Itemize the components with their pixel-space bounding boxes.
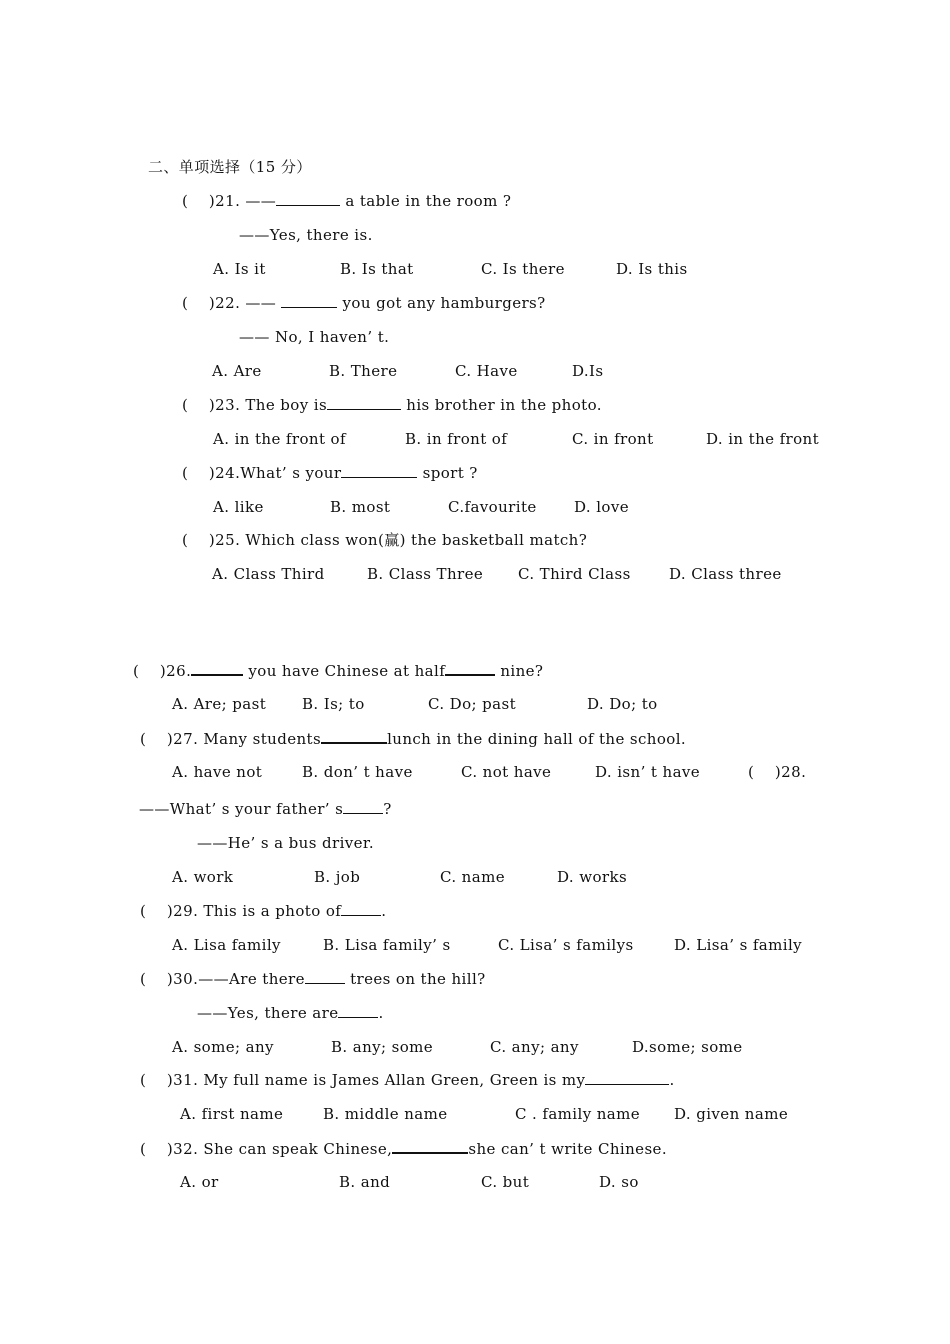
- question-29-lead: ( )29. This is a photo of: [140, 902, 342, 920]
- option-d: D.some; some: [632, 1038, 743, 1056]
- question-26-text-end: nine?: [495, 662, 544, 680]
- question-28: [139, 799, 392, 819]
- option-c: C . family name: [515, 1105, 641, 1123]
- option-c: C.favourite: [448, 498, 537, 516]
- question-26-lead: ( )26.: [133, 662, 192, 680]
- question-21-text: a table in the room ?: [340, 192, 512, 210]
- question-21-answer: ——Yes, there is.: [239, 226, 373, 244]
- option-c: C. Is there: [481, 260, 565, 278]
- question-28-lead: ——What’ s your father’ s: [139, 800, 344, 818]
- answer-blank: [276, 191, 340, 206]
- option-b: B. and: [339, 1173, 391, 1191]
- question-29-text: .: [381, 902, 387, 920]
- option-c: C. in front: [572, 430, 654, 448]
- question-27-text: lunch in the dining hall of the school.: [387, 730, 687, 748]
- option-a: A. Are; past: [172, 695, 267, 713]
- question-32-lead: ( )32. She can speak Chinese,: [140, 1140, 393, 1158]
- answer-blank: [321, 728, 387, 744]
- question-26: [133, 660, 543, 681]
- question-30-lead: ( )30.——Are there: [140, 970, 305, 988]
- option-d: D. Is this: [616, 260, 688, 278]
- option-b: B. Is that: [340, 260, 414, 278]
- answer-blank: [341, 901, 381, 916]
- option-a: A. some; any: [172, 1038, 274, 1056]
- option-d: D. love: [574, 498, 630, 516]
- question-24-text: sport ?: [417, 464, 478, 482]
- option-a: A. work: [172, 868, 234, 886]
- question-30-text: trees on the hill?: [344, 970, 486, 988]
- question-31-lead: ( )31. My full name is James Allan Green, Green is my: [140, 1071, 586, 1089]
- answer-blank: [341, 463, 417, 478]
- option-d: D. given name: [674, 1105, 789, 1123]
- answer-blank: [392, 1138, 468, 1154]
- option-a: A. first name: [180, 1105, 284, 1123]
- question-27-lead: ( )27. Many students: [140, 730, 322, 748]
- option-d: D. Lisa’ s family: [674, 936, 803, 954]
- option-b: B. job: [314, 868, 361, 886]
- answer-blank: [305, 969, 345, 984]
- answer-blank: [281, 293, 337, 308]
- question-21-lead: ( )21. ——: [182, 192, 277, 210]
- question-24: [182, 463, 478, 483]
- option-a: A. in the front of: [213, 430, 346, 448]
- option-c: C. but: [481, 1173, 530, 1191]
- question-22-answer: —— No, I haven’ t.: [239, 328, 390, 346]
- option-c: C. Lisa’ s familys: [498, 936, 634, 954]
- question-22: [182, 293, 546, 313]
- question-21: [182, 191, 511, 211]
- option-d: D.Is: [572, 362, 604, 380]
- question-24-lead: ( )24.What’ s your: [182, 464, 342, 482]
- option-a: A. Is it: [213, 260, 266, 278]
- answer-blank: [585, 1070, 669, 1085]
- question-22-lead: ( )22. ——: [182, 294, 282, 312]
- option-c: C. any; any: [490, 1038, 579, 1056]
- question-31: [140, 1070, 675, 1090]
- option-b: B. Is; to: [302, 695, 365, 713]
- question-29: [140, 901, 386, 921]
- question-30: [140, 969, 486, 989]
- option-a: A. have not: [172, 763, 263, 781]
- option-d: D. Class three: [669, 565, 782, 583]
- option-c: C. Third Class: [518, 565, 631, 583]
- option-c: C. Do; past: [428, 695, 517, 713]
- option-a: A. Are: [212, 362, 262, 380]
- option-b: B. any; some: [331, 1038, 434, 1056]
- question-28-text: ?: [383, 800, 392, 818]
- question-28-answer: ——He’ s a bus driver.: [197, 834, 375, 852]
- question-31-text: .: [669, 1071, 675, 1089]
- question-23-text: his brother in the photo.: [401, 396, 602, 414]
- option-a: A. like: [213, 498, 264, 516]
- question-28-number: ( )28.: [748, 763, 807, 781]
- option-d: D. Do; to: [587, 695, 658, 713]
- option-b: B. in front of: [405, 430, 508, 448]
- question-27: [140, 728, 686, 749]
- option-c: C. name: [440, 868, 505, 886]
- answer-blank: [343, 799, 383, 814]
- option-b: B. Lisa family’ s: [323, 936, 451, 954]
- option-c: C. Have: [455, 362, 518, 380]
- option-d: D. works: [557, 868, 628, 886]
- option-b: B. middle name: [323, 1105, 448, 1123]
- question-32: [140, 1138, 667, 1159]
- option-d: D. in the front: [706, 430, 820, 448]
- option-b: B. most: [330, 498, 391, 516]
- question-22-text: you got any hamburgers?: [337, 294, 546, 312]
- answer-blank: [191, 660, 243, 676]
- question-32-text: she can’ t write Chinese.: [468, 1140, 667, 1158]
- question-30-answer-lead: ——Yes, there are: [197, 1004, 339, 1022]
- question-23: [182, 395, 602, 415]
- option-d: D. so: [599, 1173, 639, 1191]
- option-b: B. There: [329, 362, 398, 380]
- option-a: A. Class Third: [212, 565, 325, 583]
- answer-blank: [338, 1003, 378, 1018]
- option-c: C. not have: [461, 763, 552, 781]
- section-title: 二、单项选择（15 分）: [148, 158, 312, 176]
- option-a: A. or: [180, 1173, 219, 1191]
- question-30-answer: [197, 1003, 384, 1023]
- option-b: B. don’ t have: [302, 763, 413, 781]
- option-a: A. Lisa family: [172, 936, 281, 954]
- option-b: B. Class Three: [367, 565, 484, 583]
- option-d: D. isn’ t have: [595, 763, 701, 781]
- question-26-text: you have Chinese at half: [243, 662, 446, 680]
- answer-blank: [445, 660, 495, 676]
- question-23-lead: ( )23. The boy is: [182, 396, 328, 414]
- question-25-text: ( )25. Which class won(赢) the basketball match?: [182, 531, 588, 549]
- question-30-answer-end: .: [378, 1004, 384, 1022]
- answer-blank: [327, 395, 401, 410]
